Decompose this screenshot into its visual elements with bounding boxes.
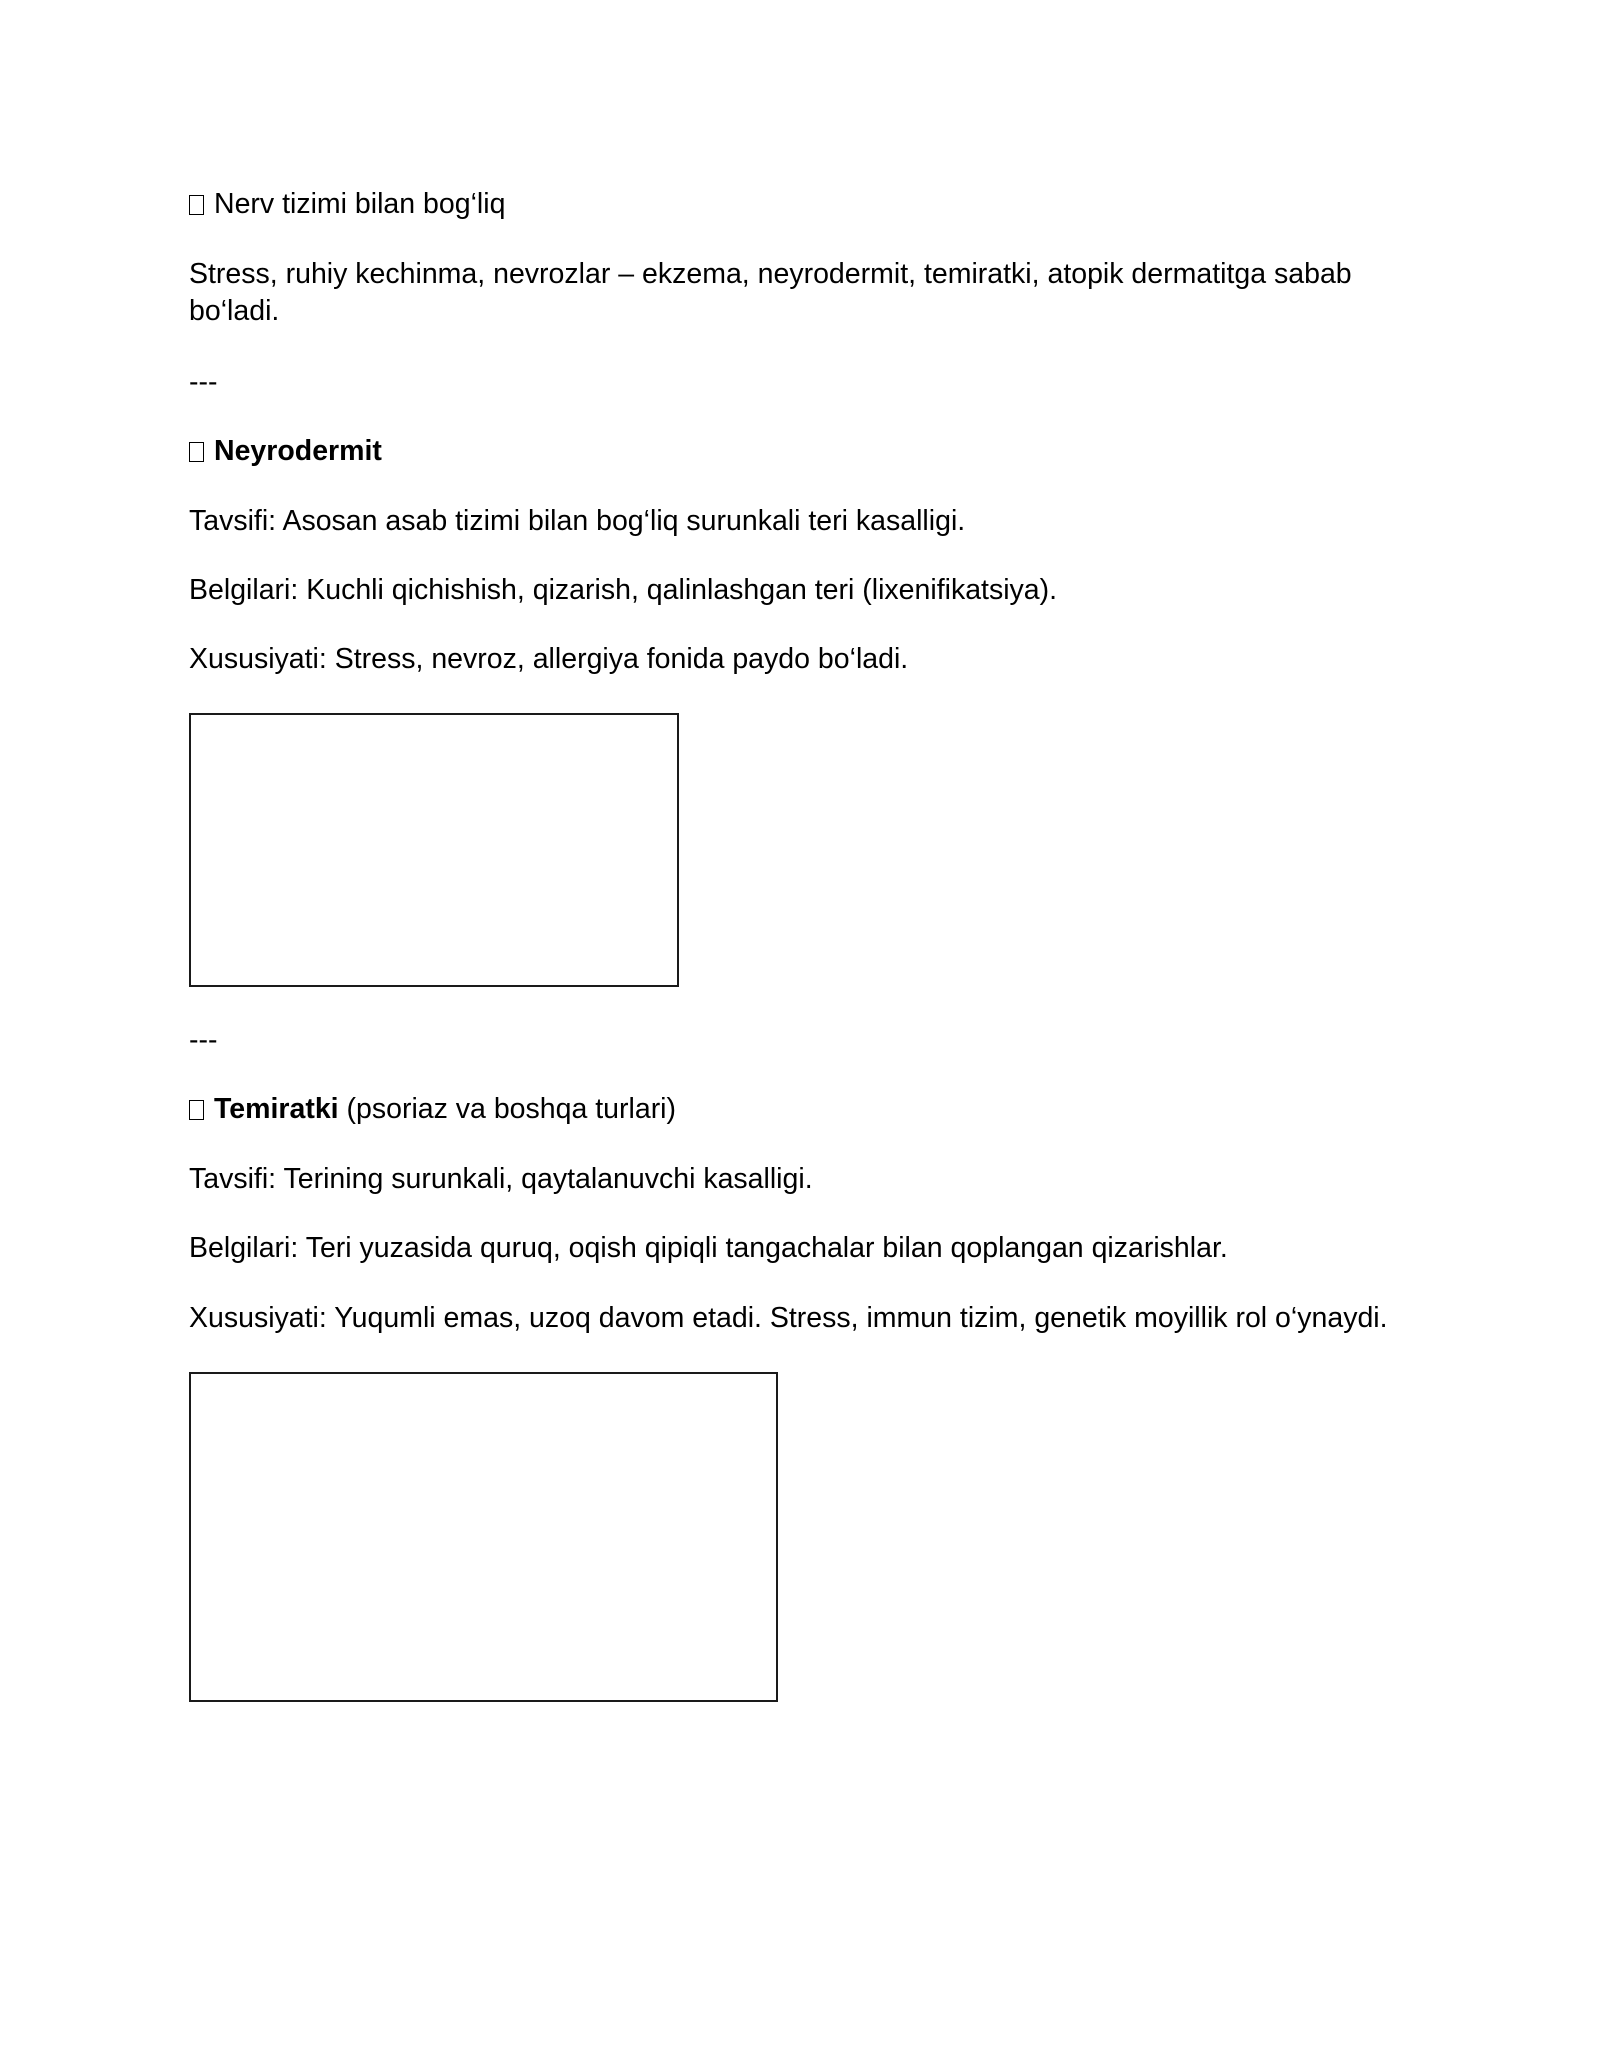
temiratki-symptoms: Belgilari: Teri yuzasida quruq, oqish qipiqli tangachalar bilan qoplangan qizarishlar. — [189, 1232, 1228, 1264]
section-heading-temiratki — [189, 1091, 676, 1128]
neyrodermit-symptoms: Belgilari: Kuchli qichishish, qizarish, qalinlashgan teri (lixenifikatsiya). — [189, 574, 1058, 606]
temiratki-features: Xususiyati: Yuqumli emas, uzoq davom etadi. Stress, immun tizim, genetik moyillik rol o‘ynaydi. — [189, 1302, 1388, 1334]
missing-glyph-icon — [189, 442, 204, 462]
missing-glyph-icon — [189, 1100, 204, 1120]
section-heading-suffix: (psoriaz va boshqa turlari) — [338, 1093, 677, 1125]
section-heading-text: Nerv tizimi bilan bog‘liq — [214, 188, 506, 220]
neyrodermit-description: Tavsifi: Asosan asab tizimi bilan bog‘liq surunkali teri kasalligi. — [189, 505, 966, 537]
section-heading-neyrodermit — [189, 433, 382, 470]
separator: --- — [189, 366, 218, 398]
neyrodermit-features: Xususiyati: Stress, nevroz, allergiya fonida paydo bo‘ladi. — [189, 643, 909, 675]
image-placeholder-neyrodermit — [189, 713, 679, 987]
image-placeholder-temiratki — [189, 1372, 778, 1702]
section-heading-text: Neyrodermit — [214, 435, 382, 467]
separator: --- — [189, 1024, 218, 1056]
section-body-nerv: Stress, ruhiy kechinma, nevrozlar – ekzema, neyrodermit, temiratki, atopik dermatitga sabab bo‘ladi. — [189, 258, 1352, 327]
missing-glyph-icon — [189, 195, 204, 215]
temiratki-description: Tavsifi: Terining surunkali, qaytalanuvchi kasalligi. — [189, 1163, 813, 1195]
section-heading-text: Temiratki — [214, 1093, 339, 1125]
section-heading-nerv — [189, 186, 505, 223]
